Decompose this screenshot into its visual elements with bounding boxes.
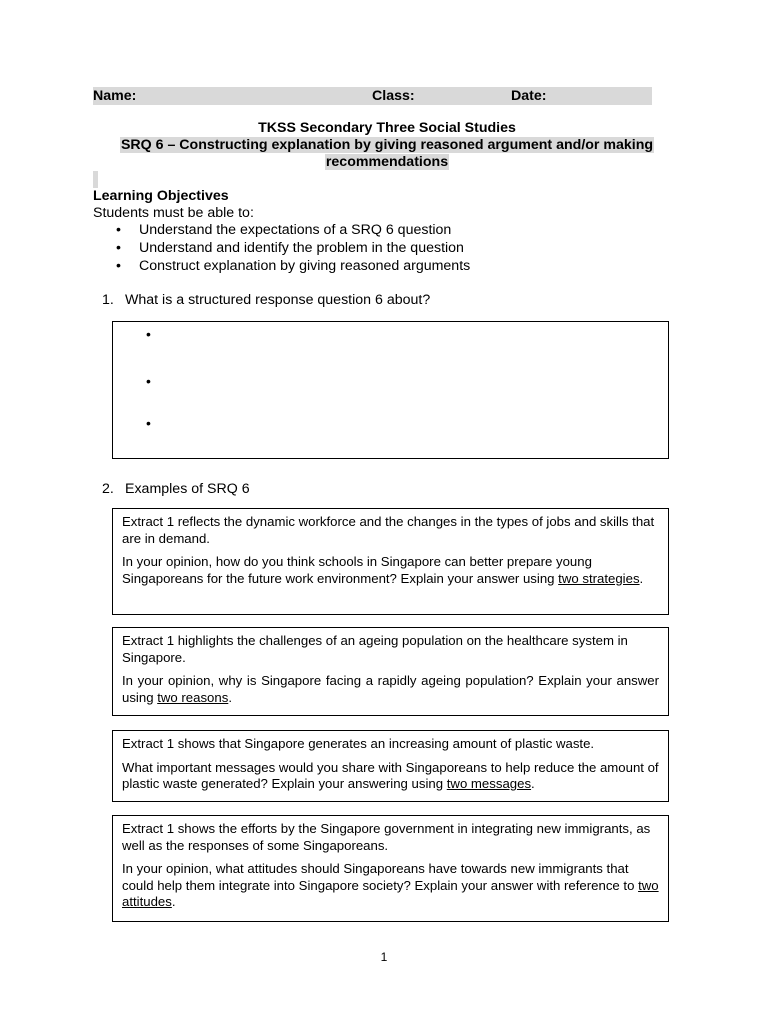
objective-item: Understand the expectations of a SRQ 6 question [139,222,452,238]
answer-bullet-icon: • [146,373,151,389]
page-number: 1 [380,950,388,964]
bullet-icon: • [116,258,121,274]
bullet-icon: • [116,240,121,256]
example-emphasis: two messages [446,776,532,792]
worksheet-title: TKSS Secondary Three Social Studies [258,120,516,136]
example-box-3 [112,730,669,802]
example-prompt: In your opinion, what attitudes should Singaporeans have towards new immigrants that could help them integrate into Singapore society? Explain your answer with reference to two attitudes. [122,861,659,910]
example-prompt: In your opinion, why is Singapore facing a rapidly ageing population? Explain your answer using two reasons. [122,673,659,705]
question2-number: 2. [102,481,114,497]
student-info-bar [93,87,652,105]
example-extract: Extract 1 highlights the challenges of an ageing population on the healthcare system in Singapore. [122,633,628,665]
worksheet-subtitle-line1: SRQ 6 – Constructing explanation by giving reasoned argument and/or making [120,137,654,153]
example-box-1 [112,508,669,615]
objectives-heading: Learning Objectives [93,188,229,204]
class-label: Class: [372,88,415,104]
name-label: Name: [93,88,137,104]
example-extract: Extract 1 reflects the dynamic workforce and the changes in the types of jobs and skills that are in demand. [122,514,655,546]
answer-bullet-icon: • [146,415,151,431]
example-prompt: What important messages would you share with Singaporeans to help reduce the amount of plastic waste generated? Explain your answering using two messages. [122,759,659,792]
objectives-intro: Students must be able to: [93,205,254,221]
objective-item: Construct explanation by giving reasoned arguments [139,258,471,274]
bullet-icon: • [116,222,121,238]
worksheet-subtitle-line2: recommendations [325,154,449,170]
example-prompt: In your opinion, how do you think schools in Singapore can better prepare young Singaporeans for the future work environment? Explain your answer using two strategies. [122,554,644,586]
answer-bullet-icon: • [146,326,151,342]
example-emphasis: two strategies [558,570,640,586]
example-emphasis: two reasons [157,689,229,705]
shade-marker [93,171,98,188]
question1-number: 1. [102,292,114,308]
example-extract: Extract 1 shows that Singapore generates an increasing amount of plastic waste. [122,736,595,751]
question2-text: Examples of SRQ 6 [125,481,250,497]
example-box-4 [112,815,669,922]
answer-box[interactable] [112,321,669,459]
question1-text: What is a structured response question 6 about? [125,292,431,308]
example-box-2 [112,627,669,716]
example-emphasis: two attitudes [122,877,659,910]
date-label: Date: [511,88,547,104]
example-extract: Extract 1 shows the efforts by the Singapore government in integrating new immigrants, as well as the responses of some Singaporeans. [122,821,651,853]
objective-item: Understand and identify the problem in the question [139,240,464,256]
